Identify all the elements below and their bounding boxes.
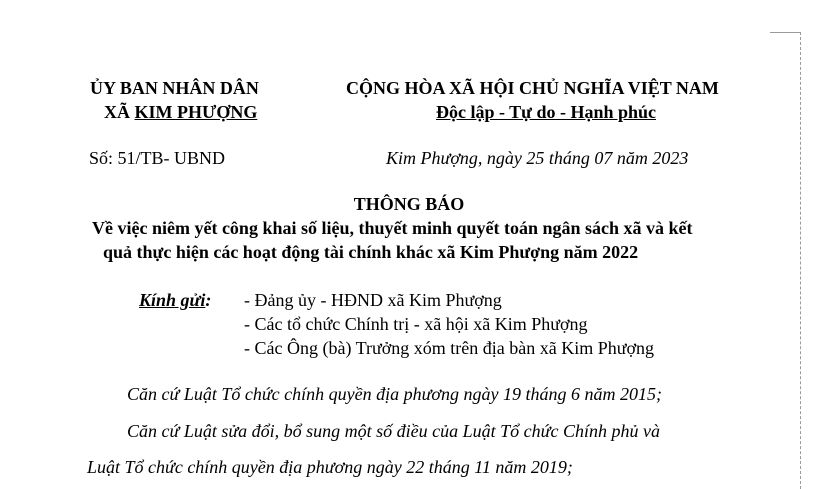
recipient-item: - Các Ông (bà) Trưởng xóm trên địa bàn xã Kim Phượng (244, 338, 655, 358)
body-line: Căn cứ Luật Tổ chức chính quyền địa phương ngày 19 tháng 6 năm 2015; (127, 384, 663, 404)
document-title: THÔNG BÁO (353, 194, 465, 214)
page-corner-mark (770, 32, 800, 33)
page-right-border (800, 32, 801, 489)
body-line: Luật Tổ chức chính quyền địa phương ngày 22 tháng 11 năm 2019; (87, 457, 573, 477)
national-motto: Độc lập - Tự do - Hạnh phúc (436, 102, 657, 122)
document-subtitle-line-1: Về việc niêm yết công khai số liệu, thuyết minh quyết toán ngân sách xã và kết (92, 218, 693, 238)
issuer-commune-name: KIM PHƯỢNG (134, 102, 258, 122)
document-subtitle-line-2: quả thực hiện các hoạt động tài chính khác xã Kim Phượng năm 2022 (103, 242, 639, 262)
recipient-item: - Đảng ủy - HĐND xã Kim Phượng (244, 290, 502, 310)
body-line: Căn cứ Luật sửa đổi, bổ sung một số điều của Luật Tổ chức Chính phủ và (127, 421, 660, 441)
recipients-label (139, 289, 211, 311)
issuer-line-2 (104, 101, 257, 123)
issuer-line-1: ỦY BAN NHÂN DÂN (90, 78, 259, 98)
document-date: Kim Phượng, ngày 25 tháng 07 năm 2023 (386, 148, 689, 168)
recipients-label-text: Kính gửi (139, 290, 206, 310)
issuer-prefix: XÃ (104, 102, 135, 122)
recipient-item: - Các tổ chức Chính trị - xã hội xã Kim Phượng (244, 314, 588, 334)
document-number: Số: 51/TB- UBND (89, 148, 226, 168)
recipients-label-colon: : (205, 290, 212, 310)
national-title: CỘNG HÒA XÃ HỘI CHỦ NGHĨA VIỆT NAM (346, 78, 719, 98)
